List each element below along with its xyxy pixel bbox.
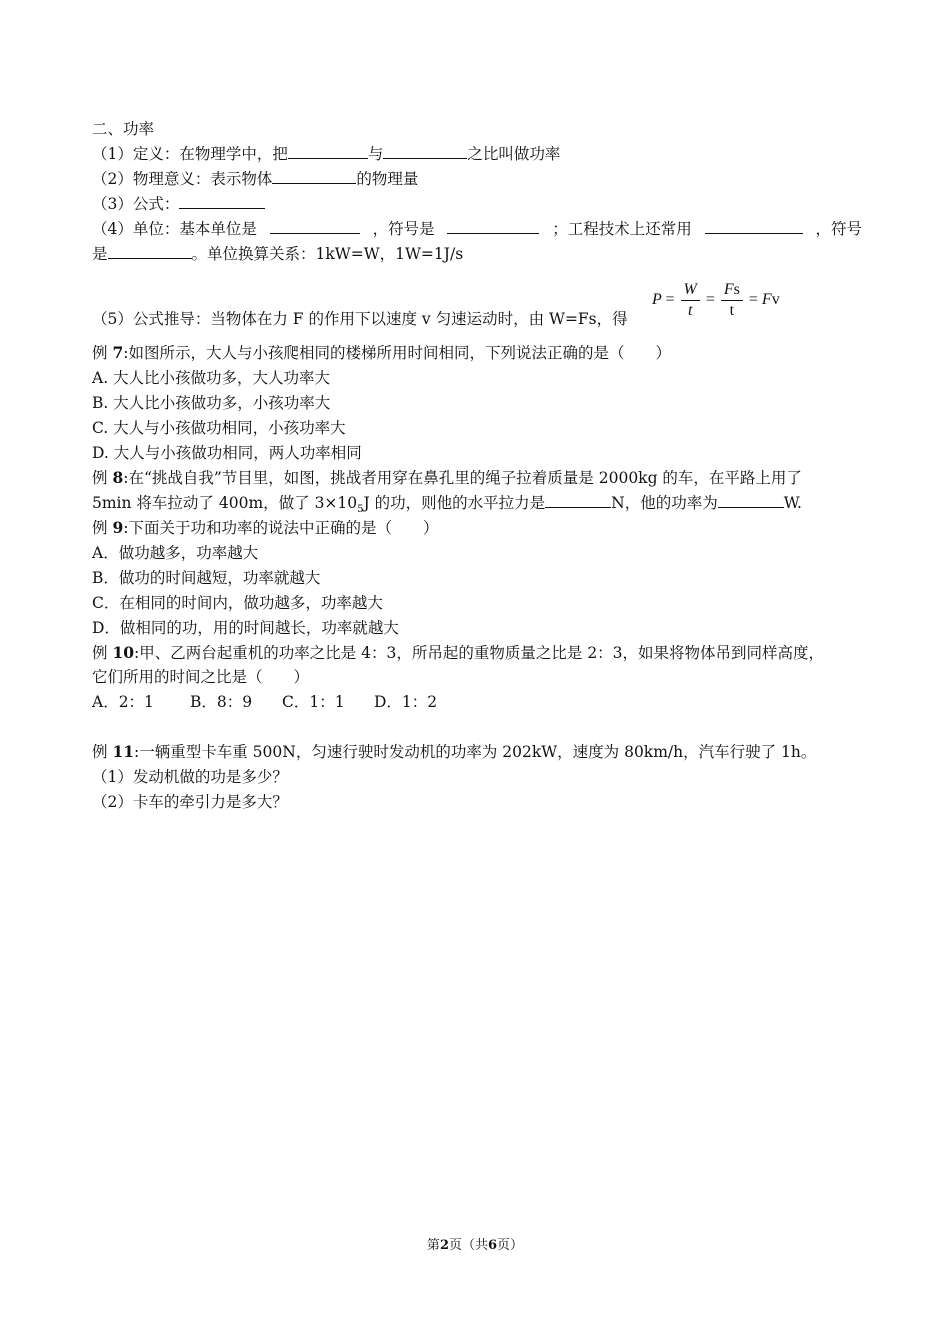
- example-11-question-2: （2）卡车的牵引力是多大？: [92, 793, 288, 811]
- example-10-option-a: A．2：1: [92, 693, 154, 711]
- example-11-stem: 例 11:一辆重型卡车重 500N，匀速行驶时发动机的功率为 202kW，速度为 80km/h，汽车行驶了 1h。: [92, 742, 817, 761]
- example-9-option-c: C．在相同的时间内，做功越多，功率越大: [92, 594, 383, 612]
- example-10-option-d: D．1：2: [374, 693, 438, 711]
- example-11-question-1: （1）发动机做的功是多少？: [92, 768, 288, 786]
- blank-unit-name[interactable]: [270, 219, 360, 234]
- example-7-option-d: D. 大人与小孩做功相同，两人功率相同: [92, 444, 362, 462]
- example-7-option-b: B. 大人比小孩做功多，小孩功率大: [92, 394, 331, 412]
- blank-unit-symbol[interactable]: [447, 219, 539, 234]
- example-7-stem: 例 7:如图所示，大人与小孩爬相同的楼梯所用时间相同，下列说法正确的是（ ）: [92, 343, 671, 362]
- example-10-option-c: C．1：1: [282, 693, 345, 711]
- blank-formula[interactable]: [179, 194, 265, 209]
- example-9-option-a: A．做功越多，功率越大: [92, 544, 259, 562]
- section-heading: 二、功率: [92, 120, 155, 138]
- blank-pull-force[interactable]: [545, 493, 611, 508]
- fraction-fs-over-t: $\frac{Fs}{t}$: [721, 280, 743, 321]
- formula-line: （3）公式：: [92, 194, 862, 214]
- blank-definition-1[interactable]: [288, 144, 368, 159]
- blank-power[interactable]: [718, 493, 784, 508]
- page-footer: 第2页（共6页）: [426, 1238, 524, 1253]
- example-9-option-d: D．做相同的功，用的时间越长，功率就越大: [92, 619, 399, 637]
- example-10-options: [92, 692, 862, 712]
- example-9-option-b: B．做功的时间越短，功率就越大: [92, 569, 321, 587]
- example-8-stem-2: 5min 将车拉动了 400m，做了 $3\times 10_5J$ 的功，则他的水平拉力是 N，他的功率为 W.: [92, 494, 802, 516]
- power-formula: P = $\frac{W}{t}$ = $\frac{Fs}{t}$ = Fv: [652, 281, 780, 319]
- unit-line-2: 是 。单位换算关系：1kW=W，1W=1J/s: [92, 245, 464, 263]
- blank-unit-eng-symbol[interactable]: [108, 244, 192, 259]
- example-10-option-b: B．8：9: [190, 693, 253, 711]
- blank-unit-eng[interactable]: [705, 219, 803, 234]
- definition-line: （1）定义：在物理学中，把 与 之比叫做功率: [92, 145, 561, 163]
- meaning-line: （2）物理意义：表示物体 的物理量: [92, 170, 419, 188]
- unit-line-1: （4）单位：基本单位是 ，符号是 ；工程技术上还常用 ，符号: [92, 220, 862, 238]
- fraction-w-over-t: $\frac{W}{t}$: [681, 280, 700, 321]
- example-9-stem: 例 9:下面关于功和功率的说法中正确的是（ ）: [92, 518, 439, 537]
- example-7-option-a: A. 大人比小孩做功多，大人功率大: [92, 369, 331, 387]
- example-7-option-c: C. 大人与小孩做功相同，小孩功率大: [92, 419, 346, 437]
- example-10-stem-2: 它们所用的时间之比是（ ）: [92, 668, 310, 686]
- blank-definition-2[interactable]: [383, 144, 467, 159]
- derivation-line: （5）公式推导：当物体在力 F 的作用下以速度 v 匀速运动时，由 W=Fs，得: [92, 310, 628, 328]
- example-10-stem: 例 10:甲、乙两台起重机的功率之比是 4：3，所吊起的重物质量之比是 2：3，如果将物体吊到同样高度，: [92, 643, 825, 662]
- blank-meaning[interactable]: [272, 169, 356, 184]
- example-8-stem: 例 8:在“挑战自我”节目里，如图，挑战者用穿在鼻孔里的绳子拉着质量是 2000kg 的车，在平路上用了: [92, 468, 802, 487]
